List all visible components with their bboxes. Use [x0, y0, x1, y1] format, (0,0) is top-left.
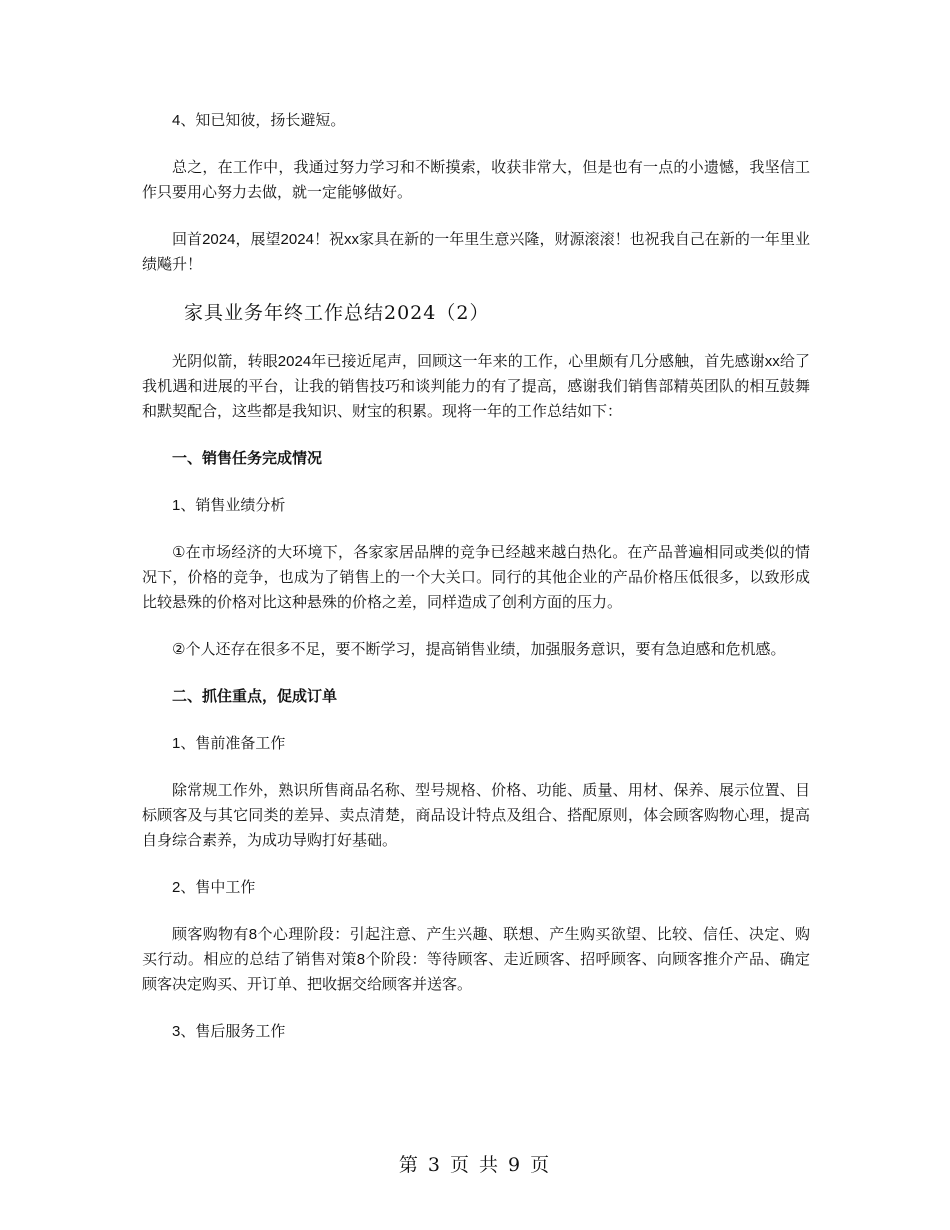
paragraph-intro: 光阴似箭，转眼2024年已接近尾声，回顾这一年来的工作，心里颇有几分感触，首先感谢xx给了我机遇和进展的平台，让我的销售技巧和谈判能力的有了提高，感谢我们销售部精英团队的相互鼓舞和默契配合，这些都是我知识、财宝的积累。现将一年的工作总结如下：	[142, 353, 810, 420]
paragraph-know-yourself: 4、知已知彼，扬长避短。	[172, 112, 346, 129]
subheading-in-sale: 2、售中工作	[172, 879, 256, 896]
paragraph-summary: 总之，在工作中，我通过努力学习和不断摸索，收获非常大，但是也有一点的小遗憾，我坚信工作只要用心努力去做，就一定能够做好。	[142, 159, 810, 201]
document-body	[142, 108, 810, 1066]
subheading-sales-analysis: 1、销售业绩分析	[172, 497, 286, 514]
paragraph-looking-ahead: 回首2024，展望2024！祝xx家具在新的一年里生意兴隆，财源滚滚！也祝我自己在新的一年里业绩飚升！	[142, 231, 810, 273]
paragraph-personal-shortcomings: ②个人还存在很多不足，要不断学习，提高销售业绩，加强服务意识，要有急迫感和危机感。	[172, 641, 786, 658]
subheading-after-sale: 3、售后服务工作	[172, 1023, 286, 1040]
heading-seize-key-points: 二、抓住重点，促成订单	[172, 688, 338, 705]
paragraph-pre-sale: 除常规工作外，熟识所售商品名称、型号规格、价格、功能、质量、用材、保养、展示位置、目标顾客及与其它同类的差异、卖点清楚，商品设计特点及组合、搭配原则，体会顾客购物心理，提高自身综合素养，为成功导购打好基础。	[142, 782, 810, 849]
paragraph-in-sale: 顾客购物有8个心理阶段：引起注意、产生兴趣、联想、产生购买欲望、比较、信任、决定、购买行动。相应的总结了销售对策8个阶段：等待顾客、走近顾客、招呼顾客、向顾客推介产品、确定顾客决定购买、开订单、把收据交给顾客并送客。	[142, 926, 810, 993]
heading-sales-tasks: 一、销售任务完成情况	[172, 450, 323, 467]
subheading-pre-sale: 1、售前准备工作	[172, 735, 286, 752]
page-number: 第 3 页 共 9 页	[398, 1154, 552, 1176]
paragraph-market-competition: ①在市场经济的大环境下，各家家居品牌的竞争已经越来越白热化。在产品普遍相同或类似的情况下，价格的竞争，也成为了销售上的一个大关口。同行的其他企业的产品价格压低很多，以致形成比较悬殊的价格对比这种悬殊的价格之差，同样造成了创利方面的压力。	[142, 544, 810, 611]
section-title: 家具业务年终工作总结2024（2）	[184, 302, 490, 324]
